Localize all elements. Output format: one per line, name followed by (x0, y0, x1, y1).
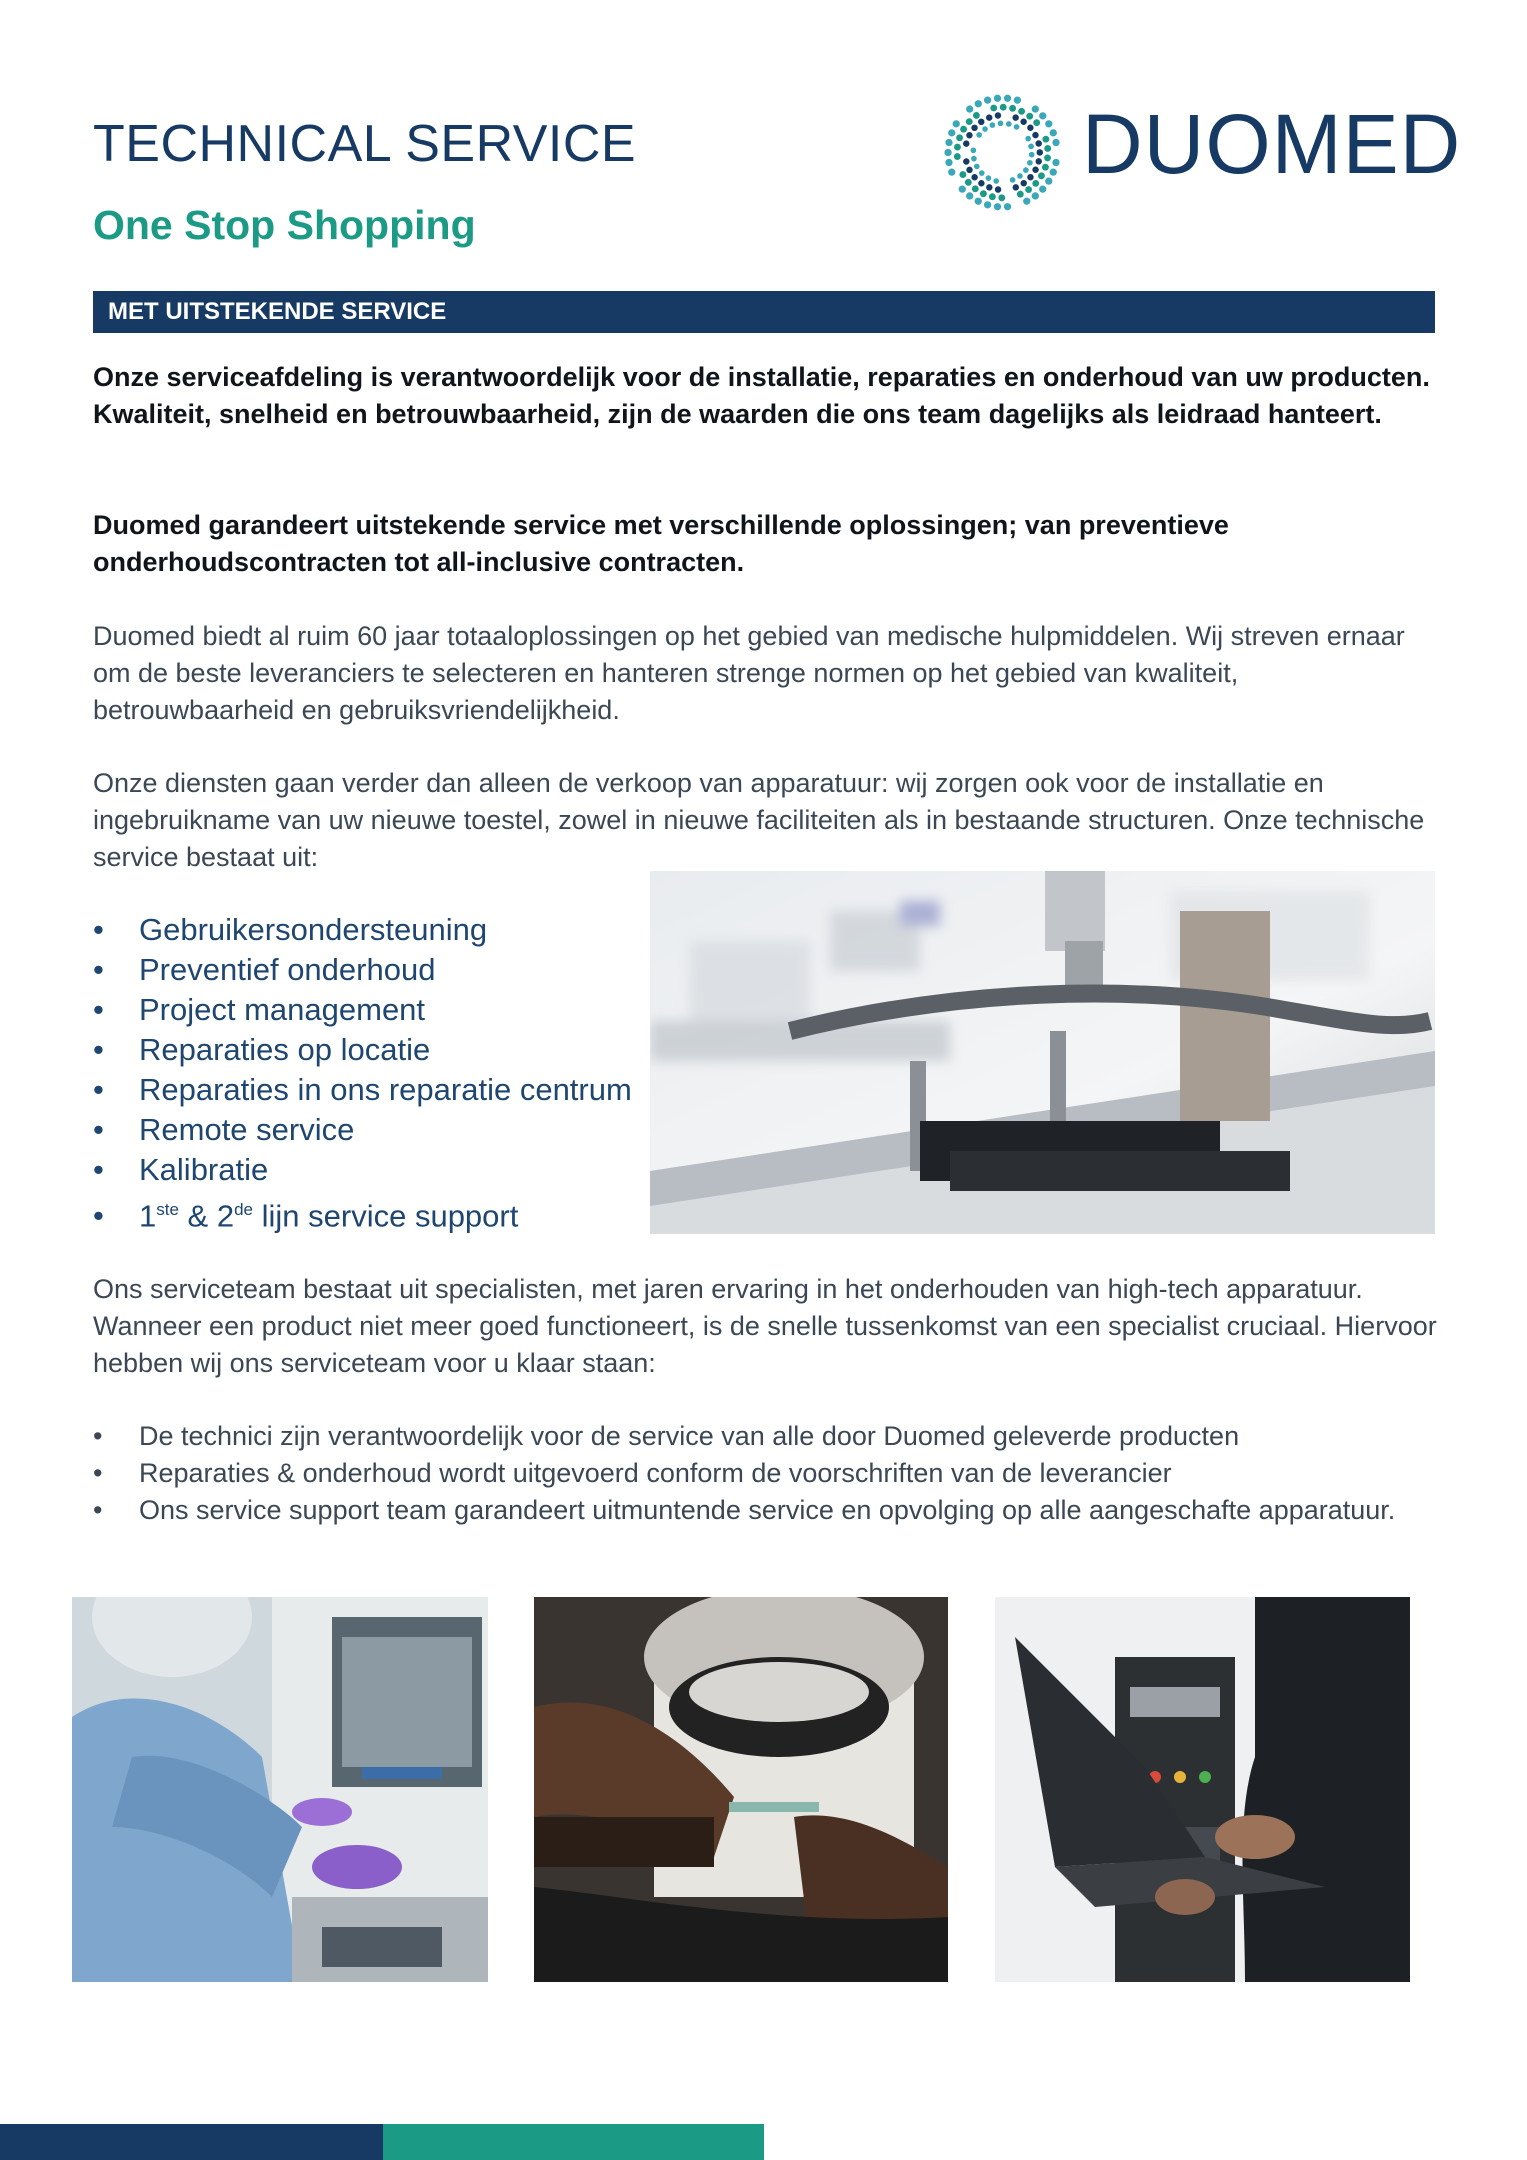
list-item: • 1ste & 2de lijn service support (93, 1198, 519, 1234)
footer-bar-teal (383, 2124, 764, 2160)
page-title: TECHNICAL SERVICE (93, 115, 637, 173)
list-item: • Preventief onderhoud (93, 952, 436, 987)
body-paragraph-3: Ons serviceteam bestaat uit specialisten, met jaren ervaring in het onderhouden van high-tech apparatuur. Wanneer een product niet meer goed functioneert, is de snelle tussenkomst van een specialist cruciaal. Hiervoor hebben wij ons serviceteam voor u klaar staan: (93, 1274, 1437, 1378)
list-item: • Gebruikersondersteuning (93, 912, 488, 947)
list-item: • Reparaties in ons reparatie centrum (93, 1072, 632, 1107)
intro-paragraph-2: Duomed garandeert uitstekende service met verschillende oplossingen; van preventieve onderhoudscontracten tot all-inclusive contracten. (93, 510, 1229, 577)
body-paragraph-2: Onze diensten gaan verder dan alleen de verkoop van apparatuur: wij zorgen ook voor de installatie en ingebruikname van uw nieuwe toestel, zowel in nieuwe faciliteiten als in bestaande structuren. Onze technische service bestaat uit: (93, 768, 1425, 872)
list-item: • Ons service support team garandeert uitmuntende service en opvolging op alle aangeschafte apparatuur. (93, 1495, 1396, 1525)
list-item: • Project management (93, 992, 426, 1027)
laptop-technician-photo (995, 1597, 1410, 1982)
page-subtitle: One Stop Shopping (93, 202, 476, 248)
logo-wordmark: DUOMED (1082, 97, 1462, 191)
list-item: • De technici zijn verantwoordelijk voor de service van alle door Duomed geleverde producten (93, 1421, 1240, 1451)
services-list (93, 910, 632, 1236)
duomed-logo (940, 90, 1462, 215)
list-item: • Reparaties op locatie (93, 1032, 431, 1067)
microscope-repair-photo (534, 1597, 948, 1982)
intro-paragraph-1: Onze serviceafdeling is verantwoordelijk voor de installatie, reparaties en onderhoud van uw producten. Kwaliteit, snelheid en betrouwbaarheid, zijn de waarden die ons team dagelijks als leidraad hanteert. (93, 362, 1430, 429)
team-points-list (93, 1418, 1395, 1529)
list-item: • Reparaties & onderhoud wordt uitgevoerd conform de voorschriften van de leverancier (93, 1458, 1172, 1488)
section-band: MET UITSTEKENDE SERVICE (93, 291, 1435, 333)
technician-lab-photo (72, 1597, 488, 1982)
body-paragraph-1: Duomed biedt al ruim 60 jaar totaaloplossingen op het gebied van medische hulpmiddelen. Wij streven ernaar om de beste leveranciers te selecteren en hanteren strenge normen op het gebied van kwaliteit, betrouwbaarheid en gebruiksvriendelijkheid. (93, 621, 1405, 725)
list-item: • Kalibratie (93, 1152, 269, 1187)
lab-equipment-photo (650, 871, 1435, 1234)
footer-bar-navy (0, 2124, 383, 2160)
logo-dots-icon (940, 90, 1065, 215)
list-item: • Remote service (93, 1112, 355, 1147)
